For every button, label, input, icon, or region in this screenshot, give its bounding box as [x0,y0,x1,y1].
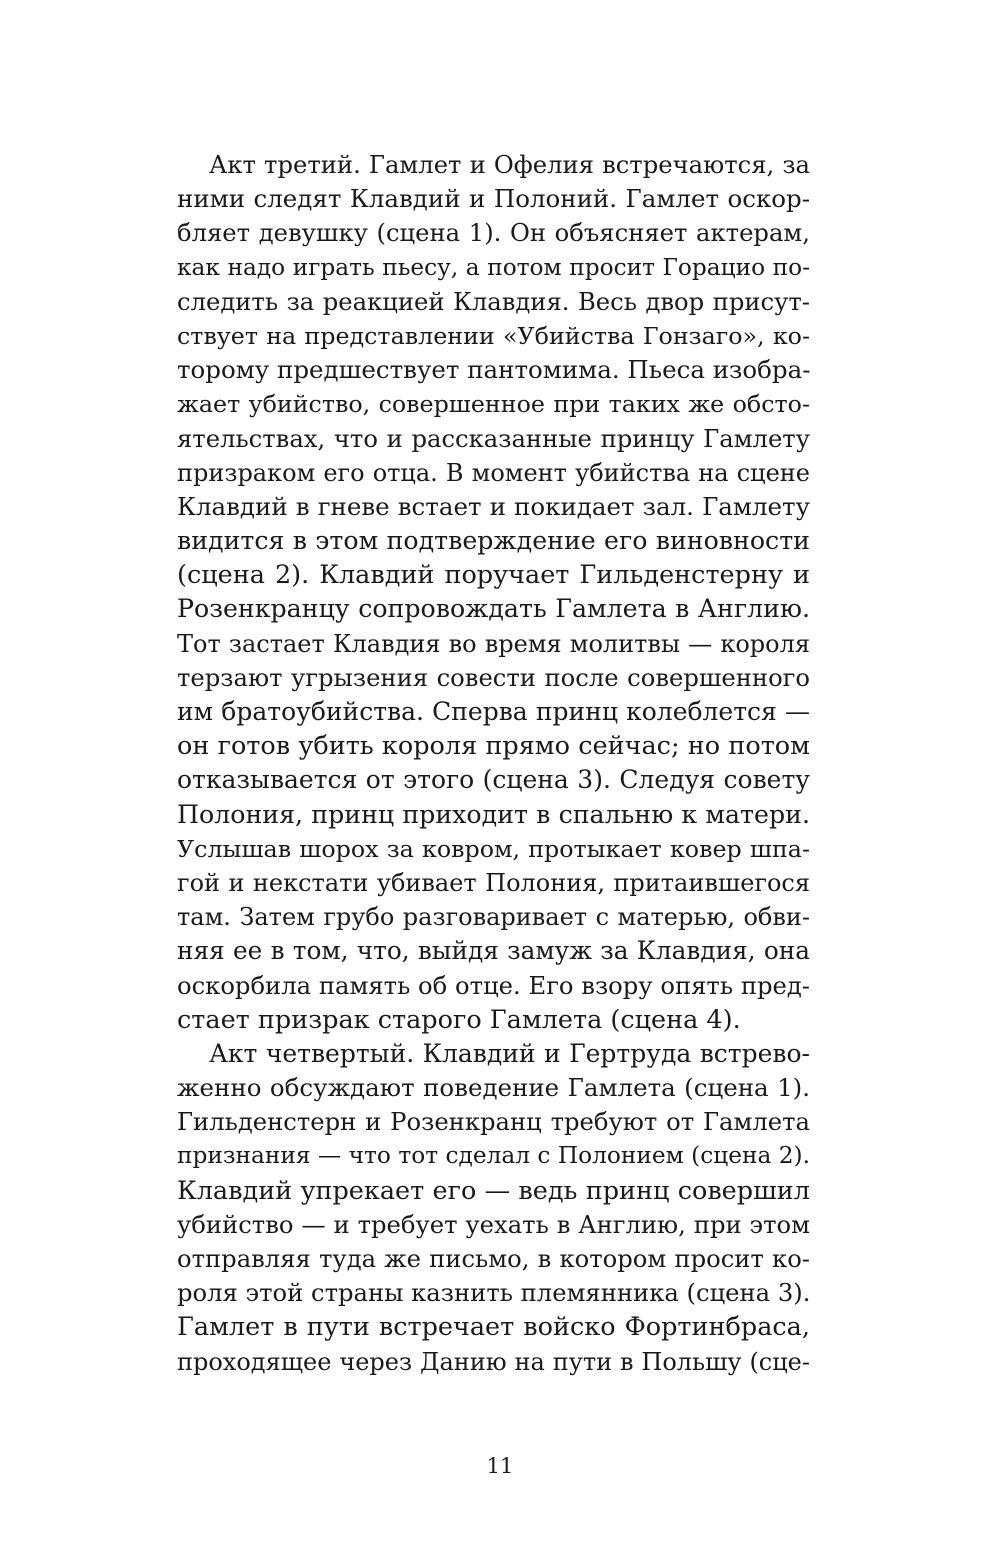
text-line: Гамлет в пути встречает войско Фортинбраса, [177,1312,810,1343]
text-line: Акт третий. Гамлет и Офелия встречаются, за [209,150,810,179]
text-line: гой и некстати убивает Полония, притаившегося [177,868,810,897]
paragraph-act-four [177,1037,810,1379]
text-line: убийство — и требует уехать в Англию, при этом [177,1209,810,1239]
text-line: Полония, принц приходит в спальню к матери. [177,799,810,829]
text-line: торому предшествует пантомима. Пьеса изобра- [177,355,811,385]
text-line: Розенкранцу сопровождать Гамлета в Англию. [177,594,810,624]
text-line: признания — что тот сделал с Полонием (сцена 2). [177,1142,810,1170]
text-line: призраком его отца. В момент убийства на сцене [177,458,810,487]
text-line: там. Затем грубо разговаривает с матерью, обви- [177,903,810,932]
text-line: няя ее в том, что, выйдя замуж за Клавдия, она [177,936,810,966]
text-line: Клавдий упрекает его — ведь принц совершил [177,1175,810,1206]
text-line: Клавдий в гневе встает и покидает зал. Гамлету [177,491,810,521]
text-line: им братоубийства. Сперва принц колеблется — [177,697,810,726]
text-line: ятельствах, что и рассказанные принцу Гамлету [177,423,810,453]
text-line: ними следят Клавдий и Полоний. Гамлет оскор- [177,184,810,214]
body-text [177,148,810,1379]
text-line: бляет девушку (сцена 1). Он объясняет актерам, [177,218,810,248]
text-line: жает убийство, совершенное при таких же обсто- [177,390,810,419]
text-line: терзают угрызения совести после совершенного [177,662,810,692]
text-line: Услышав шорох за ковром, протыкает ковер шпа- [177,834,810,863]
paragraph-act-three [177,148,810,1037]
text-line: проходящее через Данию на пути в Польшу (сце- [177,1347,810,1376]
text-line: как надо играть пьесу, а потом просит Горацио по- [177,253,810,281]
text-line: роля этой страны казнить племянника (сцена 3). [177,1278,811,1308]
text-line: женно обсуждают поведение Гамлета (сцена 1). [177,1073,810,1103]
text-line: он готов убить короля прямо сейчас; но потом [177,731,810,762]
text-line: оскорбила память об отце. Его взору опять пред- [177,970,810,1000]
text-line: ствует на представлении «Убийства Гонзаго», ко- [177,321,810,350]
page-number: 11 [486,1454,514,1478]
text-line: следить за реакцией Клавдия. Весь двор присут- [177,286,810,316]
text-line: Тот застает Клавдия во время молитвы — короля [177,629,810,658]
text-line: Акт четвертый. Клавдий и Гертруда встрево- [209,1038,810,1068]
text-line: отказывается от этого (сцена 3). Следуя совету [177,765,810,795]
text-line: стает призрак старого Гамлета (сцена 4). [177,1004,741,1035]
text-line: отправляя туда же письмо, в котором просит ко- [177,1244,810,1273]
text-line: Гильденстерн и Розенкранц требуют от Гамлета [177,1107,810,1137]
text-line: видится в этом подтверждение его виновности [177,526,810,556]
text-line: (сцена 2). Клавдий поручает Гильденстерну и [177,560,810,591]
